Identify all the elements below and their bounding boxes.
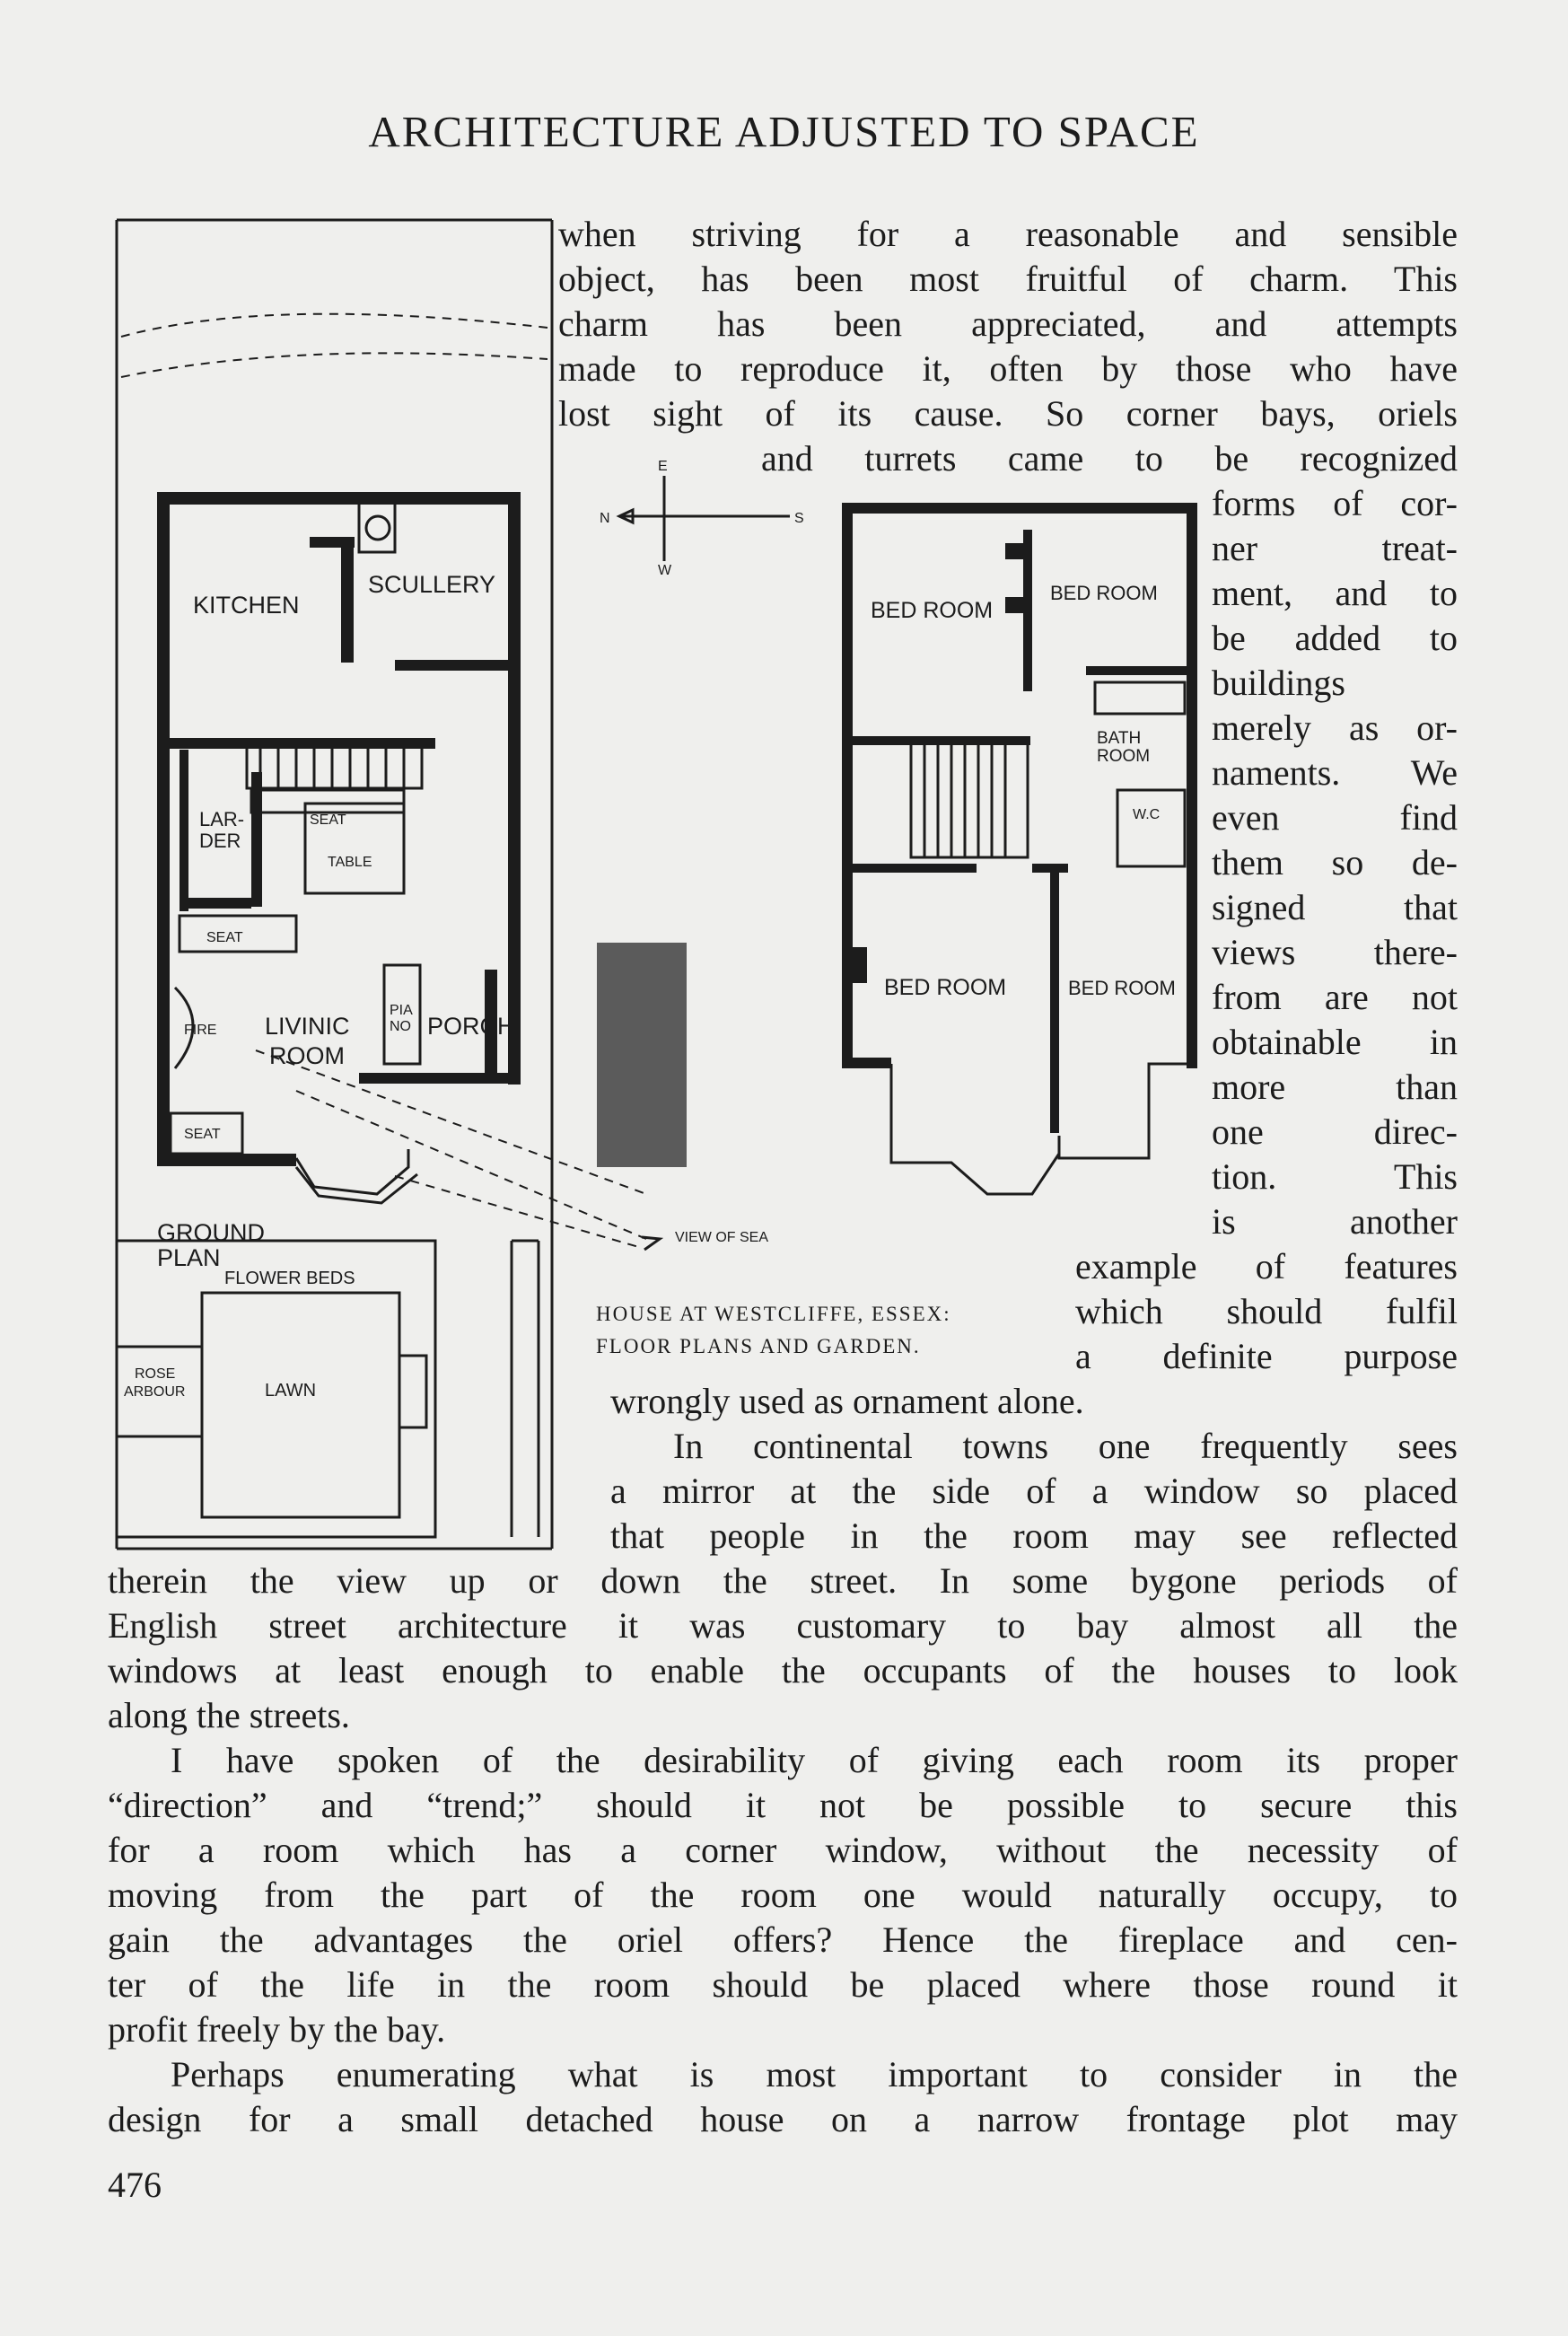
compass-e: E (658, 459, 668, 474)
label-living-room-2: ROOM (269, 1042, 345, 1069)
text-line: be added to (1212, 618, 1458, 658)
hatched-sea-area (597, 943, 687, 1167)
text-line: windows at least enough to enable the occupants of the houses to look (108, 1650, 1458, 1691)
text-line: moving from the part of the room one would naturally occupy, to (108, 1875, 1458, 1915)
label-porch: PORCH (427, 1013, 515, 1040)
text-line: a definite purpose (1075, 1336, 1458, 1376)
text-line: In continental towns one frequently sees (673, 1426, 1458, 1466)
text-line: signed that (1212, 887, 1458, 927)
label-fire: FIRE (184, 1023, 217, 1038)
text-line: even find (1212, 797, 1458, 838)
label-lawn: LAWN (265, 1381, 317, 1401)
page-title: ARCHITECTURE ADJUSTED TO SPACE (368, 107, 1200, 156)
text-line: from are not (1212, 977, 1458, 1017)
text-line: ter of the life in the room should be placed where those round it (108, 1964, 1458, 2005)
label-larder-1: LAR- (199, 808, 245, 830)
text-line: more than (1212, 1067, 1458, 1107)
text-line: and turrets came to be recognized (761, 438, 1458, 479)
text-block-full-width (108, 1559, 1458, 2142)
text-line: tion. This (1212, 1156, 1458, 1197)
text-line: made to reproduce it, often by those who have (558, 348, 1458, 389)
text-block-top-right (558, 212, 1458, 436)
text-line: merely as or- (1212, 707, 1458, 748)
text-line: gain the advantages the oriel offers? Hence the fireplace and cen- (108, 1919, 1458, 1960)
compass-n: N (600, 511, 610, 526)
text-line: a mirror at the side of a window so placed (610, 1471, 1458, 1511)
label-table: TABLE (328, 855, 372, 870)
caption-line: FLOOR PLANS AND GARDEN. (596, 1335, 921, 1357)
figure-caption (596, 1298, 951, 1363)
label-kitchen: KITCHEN (193, 592, 300, 619)
label-piano-2: NO (390, 1019, 411, 1034)
compass-s: S (794, 511, 804, 526)
text-block-middle (1075, 1244, 1458, 1379)
text-line: lost sight of its cause. So corner bays, oriels (558, 393, 1458, 434)
text-line: views there- (1212, 932, 1458, 972)
caption-line: HOUSE AT WESTCLIFFE, ESSEX: (596, 1303, 951, 1325)
label-bed-room-1: BED ROOM (871, 598, 994, 623)
text-line: buildings (1212, 663, 1345, 703)
label-ground-plan-2: PLAN (157, 1244, 221, 1271)
label-wc: W.C (1133, 807, 1161, 822)
text-line: naments. We (1212, 752, 1458, 793)
text-line: charm has been appreciated, and attempts (558, 303, 1458, 344)
text-line: design for a small detached house on a narrow frontage plot may (108, 2099, 1458, 2139)
label-bath-room-2: ROOM (1097, 747, 1151, 766)
label-seat-mid: SEAT (206, 930, 243, 945)
text-line: along the streets. (108, 1695, 350, 1735)
text-line: obtainable in (1212, 1022, 1458, 1062)
text-line: forms of cor- (1212, 483, 1458, 523)
text-line: object, has been most fruitful of charm. This (558, 259, 1458, 299)
text-line: “direction” and “trend;” should it not be possible to secure this (108, 1785, 1458, 1825)
label-piano-1: PIA (390, 1003, 413, 1018)
compass-rose (619, 476, 790, 561)
text-line: for a room which has a corner window, without the necessity of (108, 1830, 1458, 1870)
label-seat-bottom: SEAT (184, 1127, 221, 1142)
text-line: English street architecture it was customary to bay almost all the (108, 1605, 1458, 1646)
text-line: is another (1212, 1201, 1458, 1242)
text-line: Perhaps enumerating what is most important to consider in the (171, 2054, 1458, 2094)
label-rose-arbour-2: ARBOUR (124, 1384, 186, 1400)
compass-w: W (658, 563, 672, 578)
text-line: them so de- (1212, 842, 1458, 883)
text-line-turrets (761, 436, 1458, 481)
text-line: one direc- (1212, 1111, 1458, 1152)
text-block-lower-right (610, 1379, 1458, 1559)
label-scullery: SCULLERY (368, 571, 496, 598)
label-bath-room-1: BATH (1097, 729, 1142, 748)
text-line: ment, and to (1212, 573, 1458, 613)
text-line: therein the view up or down the street. In some bygone periods of (108, 1560, 1458, 1601)
text-line: profit freely by the bay. (108, 2009, 446, 2050)
text-block-narrow-column (1212, 481, 1458, 1244)
label-larder-2: DER (199, 830, 241, 852)
label-rose-arbour-1: ROSE (135, 1366, 176, 1382)
label-flower-beds: FLOWER BEDS (224, 1269, 355, 1288)
text-line: when striving for a reasonable and sensible (558, 214, 1458, 254)
label-living-room-1: LIVINIC (265, 1013, 350, 1040)
label-bed-room-4: BED ROOM (1068, 977, 1176, 999)
text-line: example of features (1075, 1246, 1458, 1287)
text-line: wrongly used as ornament alone. (610, 1381, 1084, 1421)
text-line: ner treat- (1212, 528, 1458, 568)
text-line: that people in the room may see reflected (610, 1515, 1458, 1556)
text-line: I have spoken of the desirability of giving each room its proper (171, 1740, 1458, 1780)
label-ground-plan-1: GROUND (157, 1219, 265, 1246)
label-view-of-sea: VIEW OF SEA (675, 1230, 769, 1245)
text-line: which should fulfil (1075, 1291, 1458, 1331)
label-bed-room-2: BED ROOM (1050, 582, 1158, 604)
page-number: 476 (108, 2165, 162, 2205)
label-seat-top: SEAT (310, 812, 346, 828)
label-bed-room-3: BED ROOM (884, 975, 1007, 1000)
